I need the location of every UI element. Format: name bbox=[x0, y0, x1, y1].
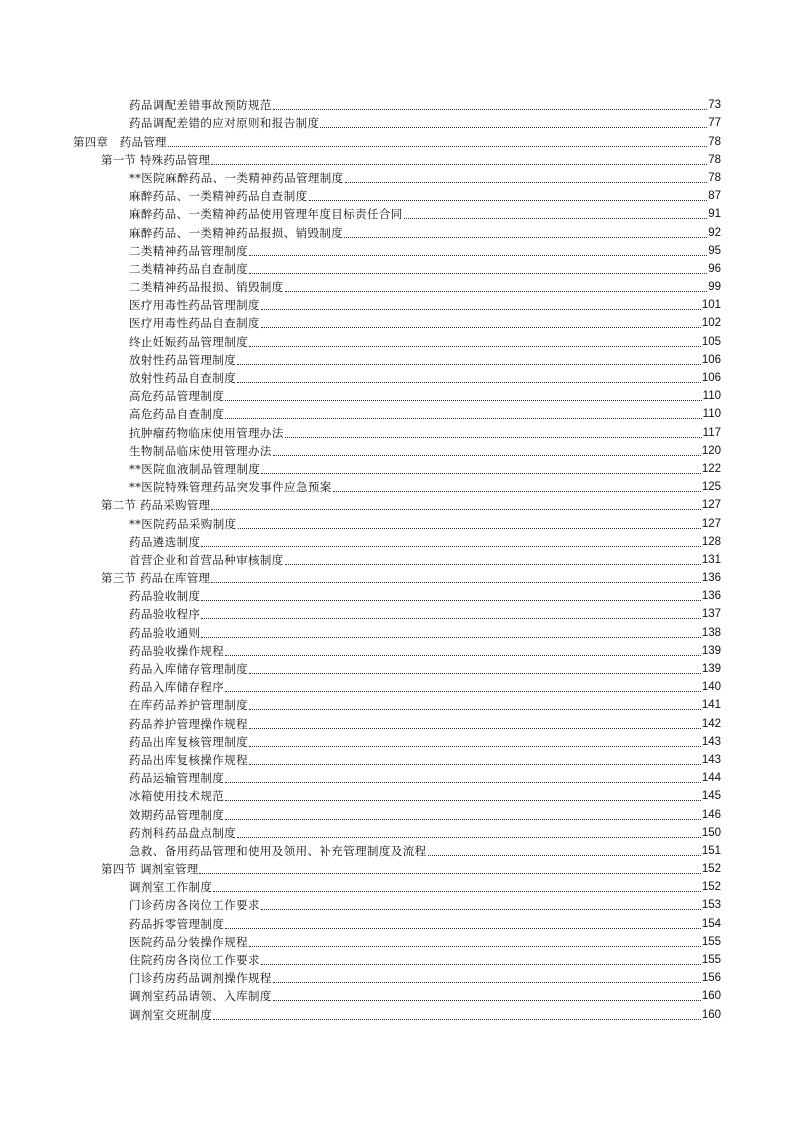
toc-entry[interactable] bbox=[0, 660, 793, 678]
toc-entry-page-number: 137 bbox=[701, 608, 721, 621]
toc-entry-page-number: 139 bbox=[701, 663, 721, 675]
toc-dot-leader bbox=[285, 437, 702, 438]
toc-entry-title: 高危药品自查制度 bbox=[129, 407, 225, 422]
toc-entry[interactable] bbox=[0, 642, 793, 660]
toc-entry[interactable] bbox=[0, 605, 793, 623]
toc-entry-page-number: 136 bbox=[701, 572, 721, 585]
toc-entry-title: 药品入库储存管理制度 bbox=[129, 662, 248, 676]
toc-dot-leader bbox=[261, 909, 701, 910]
toc-dot-leader bbox=[213, 891, 701, 892]
toc-entry-page-number: 73 bbox=[708, 99, 721, 112]
toc-dot-leader bbox=[261, 309, 701, 310]
toc-entry-page-number: 110 bbox=[702, 390, 721, 403]
toc-entry-title: 住院药房各岗位工作要求 bbox=[129, 953, 260, 967]
toc-entry-page-number: 87 bbox=[708, 190, 721, 203]
toc-dot-leader bbox=[249, 728, 701, 729]
toc-entry[interactable] bbox=[0, 242, 793, 260]
toc-entry[interactable] bbox=[0, 805, 793, 823]
toc-entry-page-number: 127 bbox=[701, 499, 721, 512]
toc-entry[interactable] bbox=[0, 933, 793, 951]
toc-dot-leader bbox=[261, 327, 701, 328]
toc-dot-leader bbox=[225, 400, 701, 401]
toc-entry-page-number: 131 bbox=[701, 553, 721, 566]
toc-entry-title: 医疗用毒性药品自查制度 bbox=[129, 316, 260, 331]
toc-entry-page-number: 139 bbox=[701, 644, 721, 657]
toc-entry-page-number: 102 bbox=[701, 317, 721, 330]
toc-entry-page-number: 160 bbox=[701, 1008, 721, 1021]
toc-entry[interactable] bbox=[0, 278, 793, 296]
toc-entry-title: 医院药品分装操作规程 bbox=[129, 934, 248, 949]
toc-entry[interactable] bbox=[0, 442, 793, 460]
toc-dot-leader bbox=[428, 855, 701, 856]
toc-dot-leader bbox=[225, 691, 701, 692]
toc-entry-page-number: 144 bbox=[701, 772, 721, 785]
toc-dot-leader bbox=[344, 237, 707, 238]
toc-dot-leader bbox=[225, 418, 701, 419]
toc-entry[interactable] bbox=[0, 205, 793, 223]
toc-entry-title: 药品验收程序 bbox=[129, 607, 201, 622]
toc-entry-page-number: 141 bbox=[701, 699, 721, 712]
toc-entry-page-number: 151 bbox=[701, 844, 721, 857]
toc-entry-title: 门诊药房药品调剂操作规程 bbox=[129, 971, 272, 986]
toc-dot-leader bbox=[168, 146, 708, 147]
toc-entry[interactable] bbox=[0, 769, 793, 787]
toc-dot-leader bbox=[249, 346, 701, 347]
toc-dot-leader bbox=[201, 637, 700, 638]
toc-entry[interactable] bbox=[0, 387, 793, 405]
toc-entry-page-number: 152 bbox=[701, 863, 721, 876]
table-of-contents bbox=[0, 96, 793, 1024]
toc-entry[interactable] bbox=[0, 223, 793, 241]
toc-dot-leader bbox=[211, 582, 701, 583]
toc-entry[interactable] bbox=[0, 314, 793, 332]
toc-entry-page-number: 125 bbox=[701, 481, 721, 494]
toc-dot-leader bbox=[249, 673, 701, 674]
toc-entry-page-number: 146 bbox=[701, 808, 721, 821]
toc-entry-page-number: 138 bbox=[701, 626, 721, 639]
toc-entry-title: 第四章 药品管理 bbox=[73, 134, 167, 149]
toc-dot-leader bbox=[238, 528, 701, 529]
toc-entry-title: 在库药品养护管理制度 bbox=[129, 698, 248, 713]
toc-entry-page-number: 150 bbox=[701, 826, 721, 839]
toc-dot-leader bbox=[249, 746, 701, 747]
toc-entry-title: 药剂科药品盘点制度 bbox=[129, 825, 237, 840]
toc-entry-title: 药品验收操作规程 bbox=[129, 643, 225, 658]
toc-entry[interactable] bbox=[0, 96, 793, 114]
toc-dot-leader bbox=[225, 819, 701, 820]
toc-entry[interactable] bbox=[0, 351, 793, 369]
toc-dot-leader bbox=[273, 1000, 701, 1001]
toc-entry-page-number: 110 bbox=[702, 408, 721, 421]
toc-entry-page-number: 105 bbox=[701, 335, 721, 348]
toc-entry-title: 放射性药品自查制度 bbox=[129, 371, 237, 385]
toc-dot-leader bbox=[213, 1019, 701, 1020]
toc-entry[interactable] bbox=[0, 987, 793, 1005]
toc-entry-title: 第四节 调剂室管理 bbox=[101, 862, 199, 877]
toc-entry[interactable] bbox=[0, 678, 793, 696]
toc-entry[interactable] bbox=[0, 969, 793, 987]
toc-entry-title: 麻醉药品、一类精神药品使用管理年度目标责任合同 bbox=[129, 207, 403, 222]
toc-dot-leader bbox=[237, 837, 701, 838]
toc-dot-leader bbox=[273, 982, 701, 983]
toc-entry[interactable] bbox=[0, 478, 793, 496]
toc-dot-leader bbox=[199, 873, 700, 874]
toc-entry-page-number: 91 bbox=[708, 208, 721, 221]
toc-entry-title: **医院麻醉药品、一类精神药品管理制度 bbox=[129, 170, 344, 185]
toc-dot-leader bbox=[201, 600, 700, 601]
toc-entry[interactable] bbox=[0, 696, 793, 714]
toc-entry-title: 麻醉药品、一类精神药品报损、销毁制度 bbox=[129, 225, 344, 240]
toc-dot-leader bbox=[261, 473, 701, 474]
toc-entry-page-number: 122 bbox=[701, 462, 721, 475]
toc-section-entry[interactable] bbox=[0, 496, 793, 514]
toc-entry-page-number: 106 bbox=[701, 353, 721, 366]
toc-dot-leader bbox=[309, 200, 708, 201]
toc-entry-title: 药品运输管理制度 bbox=[129, 771, 225, 786]
toc-entry[interactable] bbox=[0, 623, 793, 641]
toc-entry-title: 门诊药房各岗位工作要求 bbox=[129, 898, 260, 913]
toc-entry[interactable] bbox=[0, 405, 793, 423]
toc-entry-title: **医院药品采购制度 bbox=[129, 516, 237, 531]
toc-entry-title: 二类精神药品报损、销毁制度 bbox=[129, 280, 284, 295]
toc-entry-title: 调剂室药品请领、入库制度 bbox=[129, 989, 272, 1004]
toc-dot-leader bbox=[285, 291, 708, 292]
toc-entry-title: 药品拆零管理制度 bbox=[129, 916, 225, 931]
toc-dot-leader bbox=[211, 509, 701, 510]
toc-entry-title: 生物制品临床使用管理办法 bbox=[129, 443, 272, 458]
toc-entry[interactable] bbox=[0, 951, 793, 969]
toc-section-entry[interactable] bbox=[0, 151, 793, 169]
toc-entry-page-number: 96 bbox=[708, 262, 721, 275]
toc-entry[interactable] bbox=[0, 878, 793, 896]
toc-dot-leader bbox=[249, 764, 701, 765]
toc-entry-page-number: 95 bbox=[708, 244, 721, 257]
toc-dot-leader bbox=[237, 382, 701, 383]
toc-dot-leader bbox=[320, 127, 707, 128]
toc-entry[interactable] bbox=[0, 332, 793, 350]
toc-entry-title: 药品遴选制度 bbox=[129, 534, 201, 549]
toc-entry[interactable] bbox=[0, 733, 793, 751]
toc-entry-title: 二类精神药品管理制度 bbox=[129, 243, 248, 258]
toc-entry-page-number: 160 bbox=[701, 990, 721, 1003]
toc-section-entry[interactable] bbox=[0, 860, 793, 878]
toc-entry-title: 放射性药品管理制度 bbox=[129, 352, 237, 367]
toc-entry-title: 第一节 特殊药品管理 bbox=[101, 152, 211, 167]
toc-dot-leader bbox=[249, 709, 701, 710]
toc-entry-page-number: 143 bbox=[701, 753, 721, 766]
toc-entry-page-number: 140 bbox=[701, 681, 721, 694]
toc-dot-leader bbox=[345, 182, 708, 183]
toc-dot-leader bbox=[249, 255, 707, 256]
toc-entry-page-number: 77 bbox=[708, 117, 721, 130]
toc-entry-title: 药品验收通则 bbox=[129, 625, 201, 640]
toc-entry[interactable] bbox=[0, 514, 793, 532]
toc-dot-leader bbox=[333, 491, 701, 492]
toc-entry-page-number: 127 bbox=[701, 517, 721, 530]
toc-entry-title: 药品验收制度 bbox=[129, 589, 201, 604]
toc-entry-title: 药品入库储存程序 bbox=[129, 680, 225, 695]
toc-dot-leader bbox=[261, 964, 701, 965]
toc-dot-leader bbox=[225, 782, 701, 783]
toc-entry-title: 药品出库复核管理制度 bbox=[129, 734, 248, 749]
toc-entry[interactable] bbox=[0, 751, 793, 769]
toc-entry[interactable] bbox=[0, 824, 793, 842]
toc-dot-leader bbox=[249, 273, 707, 274]
toc-dot-leader bbox=[211, 164, 707, 165]
toc-entry-title: 首营企业和首营品种审核制度 bbox=[129, 552, 284, 567]
toc-entry-title: 调剂室交班制度 bbox=[129, 1007, 213, 1022]
toc-entry-page-number: 152 bbox=[701, 881, 721, 894]
toc-entry-title: 医疗用毒性药品管理制度 bbox=[129, 298, 260, 313]
toc-entry-title: 药品调配差错事故预防规范 bbox=[129, 98, 272, 113]
toc-dot-leader bbox=[404, 218, 708, 219]
toc-entry[interactable] bbox=[0, 260, 793, 278]
toc-entry[interactable] bbox=[0, 169, 793, 187]
toc-entry-page-number: 143 bbox=[701, 735, 721, 748]
toc-dot-leader bbox=[201, 546, 700, 547]
toc-entry-page-number: 99 bbox=[708, 281, 721, 294]
toc-section-entry[interactable] bbox=[0, 569, 793, 587]
toc-entry-page-number: 155 bbox=[701, 935, 721, 948]
toc-entry-title: **医院血液制品管理制度 bbox=[129, 461, 261, 476]
toc-entry-title: 高危药品管理制度 bbox=[129, 389, 225, 404]
toc-dot-leader bbox=[273, 109, 707, 110]
toc-entry-page-number: 92 bbox=[708, 226, 721, 239]
toc-dot-leader bbox=[249, 946, 701, 947]
toc-entry[interactable] bbox=[0, 114, 793, 132]
toc-entry-page-number: 78 bbox=[708, 135, 721, 148]
toc-entry-title: **医院特殊管理药品突发事件应急预案 bbox=[129, 480, 332, 495]
toc-entry-title: 效期药品管理制度 bbox=[129, 807, 225, 822]
toc-entry[interactable] bbox=[0, 423, 793, 441]
toc-entry-page-number: 78 bbox=[708, 153, 721, 166]
toc-entry-title: 第二节 药品采购管理 bbox=[101, 498, 211, 513]
toc-entry-page-number: 154 bbox=[701, 917, 721, 930]
toc-entry-title: 终止妊娠药品管理制度 bbox=[129, 334, 248, 349]
toc-chapter-entry[interactable] bbox=[0, 132, 793, 150]
toc-entry-page-number: 142 bbox=[701, 717, 721, 730]
toc-entry-page-number: 153 bbox=[701, 899, 721, 912]
toc-entry[interactable] bbox=[0, 551, 793, 569]
toc-dot-leader bbox=[225, 655, 701, 656]
toc-entry[interactable] bbox=[0, 896, 793, 914]
toc-entry[interactable] bbox=[0, 587, 793, 605]
toc-entry-page-number: 101 bbox=[701, 299, 721, 312]
toc-entry-page-number: 106 bbox=[701, 372, 721, 384]
toc-entry[interactable] bbox=[0, 914, 793, 932]
toc-entry[interactable] bbox=[0, 369, 793, 387]
toc-entry-title: 第三节 药品在库管理 bbox=[101, 571, 211, 586]
toc-entry-page-number: 128 bbox=[701, 535, 721, 548]
toc-entry-page-number: 156 bbox=[701, 972, 721, 985]
toc-dot-leader bbox=[225, 928, 701, 929]
toc-entry[interactable] bbox=[0, 1005, 793, 1023]
toc-entry-title: 药品出库复核操作规程 bbox=[129, 752, 248, 767]
toc-dot-leader bbox=[273, 455, 701, 456]
toc-entry-page-number: 136 bbox=[701, 590, 721, 603]
toc-entry-title: 二类精神药品自查制度 bbox=[129, 261, 248, 276]
toc-entry[interactable] bbox=[0, 460, 793, 478]
toc-dot-leader bbox=[225, 800, 701, 801]
toc-dot-leader bbox=[237, 364, 701, 365]
toc-entry[interactable] bbox=[0, 787, 793, 805]
toc-entry[interactable] bbox=[0, 296, 793, 314]
toc-entry[interactable] bbox=[0, 187, 793, 205]
toc-entry-title: 麻醉药品、一类精神药品自查制度 bbox=[129, 189, 308, 204]
toc-entry-title: 抗肿瘤药物临床使用管理办法 bbox=[129, 425, 284, 440]
toc-entry[interactable] bbox=[0, 714, 793, 732]
toc-entry[interactable] bbox=[0, 842, 793, 860]
toc-entry[interactable] bbox=[0, 533, 793, 551]
toc-entry-title: 冰箱使用技术规范 bbox=[129, 789, 225, 804]
toc-entry-title: 药品养护管理操作规程 bbox=[129, 716, 248, 731]
toc-entry-page-number: 155 bbox=[701, 954, 721, 966]
toc-entry-page-number: 145 bbox=[701, 790, 721, 803]
toc-dot-leader bbox=[285, 564, 701, 565]
toc-entry-title: 调剂室工作制度 bbox=[129, 880, 213, 895]
toc-entry-page-number: 120 bbox=[701, 444, 721, 457]
toc-entry-page-number: 117 bbox=[702, 426, 721, 439]
toc-entry-title: 药品调配差错的应对原则和报告制度 bbox=[129, 116, 320, 131]
toc-dot-leader bbox=[201, 618, 700, 619]
toc-entry-title: 急救、备用药品管理和使用及领用、补充管理制度及流程 bbox=[129, 843, 427, 858]
toc-entry-page-number: 78 bbox=[708, 171, 721, 184]
